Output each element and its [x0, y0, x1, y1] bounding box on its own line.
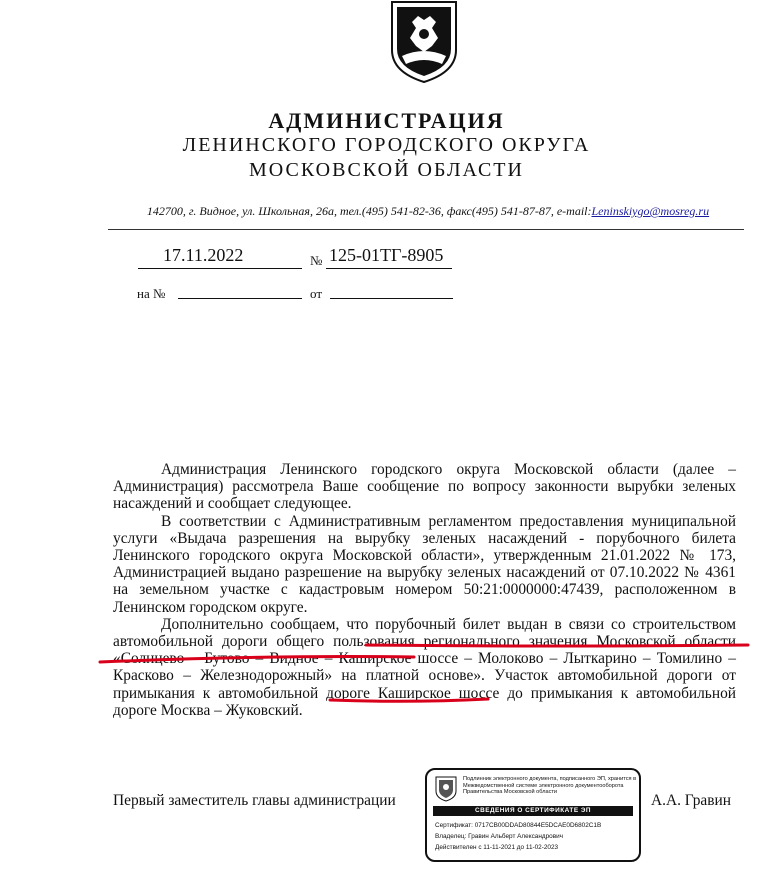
signer-position: Первый заместитель главы администрации [113, 792, 396, 809]
reply-to-number-label: на № [137, 286, 166, 301]
reply-to-number-field [178, 298, 302, 299]
paragraph-2: В соответствии с Административным регламентом предоставления муниципальной услуги «Выдача разрешения на вырубку зеленых насаждений - порубочного билета Ленинского городского округа Московской области», утвержденным 21.01.2022 № 173, Администрацией выдано разрешение на вырубку зеленых насаждений от 07.10.2022 № 4361 на земельном участке с кадастровым номером 50:21:0000000:47439, расположенном в Ленинском городском округе. [113, 512, 736, 616]
paragraph-1: Администрация Ленинского городского округа Московской области (далее – Администрация) рассмотрела Ваше сообщение по вопросу законности вырубки зеленых насаждений и сообщает следующее. [113, 461, 736, 513]
stamp-note: Подлинник электронного документа, подписанного ЭП, хранится в Межведомственной системе электронного документооборота Правительства Московской области [463, 776, 637, 796]
contact-line [108, 204, 748, 219]
paragraph-3: Дополнительно сообщаем, что порубочный билет выдан в связи со строительством автомобильной дороги общего пользования регионального значения Московской области «Солнцево – Бутово – Видное – Каширское шоссе – Молоково – Лыткарино – Томилино – Красково – Железнодорожный» на платной основе». Участок автомобильной дороги от примыкания к автомобильной дороге Каширское шоссе до примыкания к автомобильной дороге Москва – Жуковский. [113, 615, 736, 719]
coat-of-arms-icon [388, 0, 460, 84]
number-label: № [310, 253, 323, 268]
reply-to-date-field [330, 298, 453, 299]
organization-subtitle-line1: ЛЕНИНСКОГО ГОРОДСКОГО ОКРУГА [182, 134, 591, 156]
electronic-signature-stamp [425, 768, 641, 862]
contact-address: 142700, г. Видное, ул. Школьная, 26а, тел.(495) 541-82-36, факс(495) 541-87-87, e-mail: [146, 204, 592, 218]
stamp-header: СВЕДЕНИЯ О СЕРТИФИКАТЕ ЭП [433, 806, 633, 816]
letter-body [113, 461, 736, 719]
certificate-id: Сертификат: 0717CB00DDAD80844E5DCAE0D6802C1B [435, 822, 602, 829]
signer-name: А.А. Гравин [651, 792, 731, 809]
email-link[interactable]: Leninskiygo@mosreg.ru [591, 204, 710, 218]
organization-subtitle-line2: МОСКОВСКОЙ ОБЛАСТИ [249, 159, 524, 181]
header-divider [108, 229, 744, 230]
organization-title: АДМИНИСТРАЦИЯ [268, 108, 505, 133]
document-number: 125-01ТГ-8905 [329, 245, 444, 265]
date-underline [138, 268, 302, 269]
reply-to-date-label: от [310, 286, 323, 301]
number-underline [326, 268, 452, 269]
region-emblem-icon [435, 776, 457, 802]
certificate-validity: Действителен с 11-11-2021 до 11-02-2023 [435, 844, 559, 851]
certificate-owner: Владелец: Гравин Альберт Александрович [435, 833, 563, 840]
document-date: 17.11.2022 [163, 245, 244, 265]
